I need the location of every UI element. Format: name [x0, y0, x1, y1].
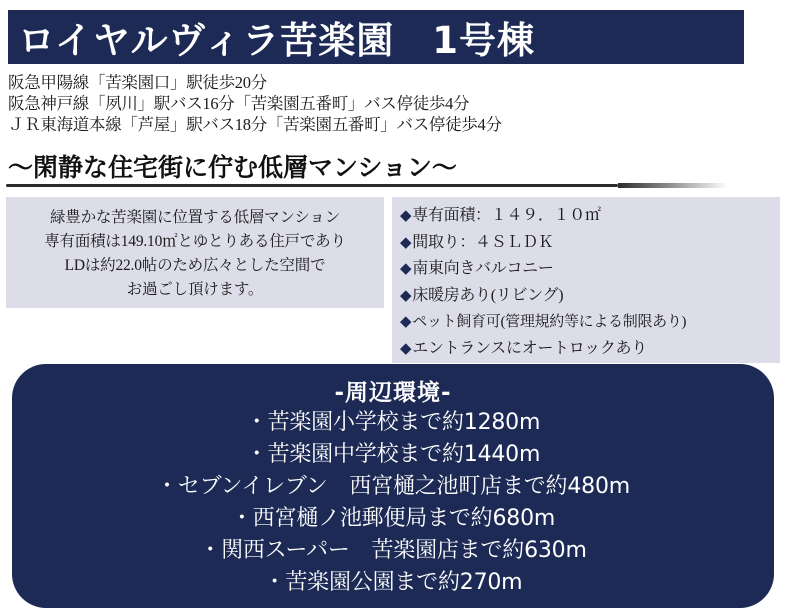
feature-item — [400, 256, 776, 283]
feature-label: 専有面積：１４９．１０㎡ — [412, 207, 601, 224]
access-line: 阪急甲陽線「苦楽園口」駅徒歩20分 — [8, 73, 267, 92]
description-line: 緑豊かな苦楽園に位置する低層マンション — [49, 209, 340, 226]
feature-label: 南東向きバルコニー — [412, 260, 554, 277]
feature-item — [400, 336, 776, 363]
access-info — [8, 72, 778, 135]
feature-item — [400, 230, 776, 257]
catch-copy: 〜閑静な住宅街に佇む低層マンション〜 — [8, 155, 457, 182]
description-box — [6, 197, 384, 308]
surroundings-box — [12, 364, 774, 608]
catch-copy-underline — [6, 184, 618, 187]
surroundings-item: ・西宮樋ノ池郵便局まで約680m — [230, 506, 556, 531]
description-line: お過ごし頂けます。 — [126, 281, 264, 298]
surroundings-title: -周辺環境- — [334, 380, 452, 406]
diamond-icon: ◆ — [400, 287, 412, 304]
access-line: 阪急神戸線「夙川」駅バス16分「苦楽園五番町」バス停徒歩4分 — [8, 94, 470, 113]
page-title: ロイヤルヴィラ苦楽園 1号棟 — [18, 19, 536, 62]
description-line: 専有面積は149.10㎡とゆとりある住戸であり — [44, 233, 346, 250]
surroundings-item: ・苦楽園中学校まで約1440m — [245, 442, 541, 467]
access-line: ＪＲ東海道本線「芦屋」駅バス18分「苦楽園五番町」バス停徒歩4分 — [8, 115, 502, 134]
diamond-icon: ◆ — [400, 261, 412, 277]
diamond-icon: ◆ — [400, 340, 412, 357]
diamond-icon: ◆ — [400, 234, 412, 251]
feature-label: 床暖房あり(リビング) — [412, 286, 564, 304]
feature-label: エントランスにオートロックあり — [412, 339, 647, 357]
diamond-icon: ◆ — [400, 208, 412, 224]
feature-label: 間取り：４ＳＬＤＫ — [412, 233, 554, 251]
surroundings-item: ・苦楽園公園まで約270m — [263, 570, 523, 595]
feature-item — [400, 203, 776, 230]
description-line: LDは約22.0帖のため広々とした空間で — [64, 257, 326, 274]
surroundings-item: ・関西スーパー 苦楽園店まで約630m — [199, 538, 587, 563]
surroundings-item: ・セブンイレブン 西宮樋之池町店まで約480m — [156, 474, 630, 499]
feature-label: ペット飼育可(管理規約等による制限あり) — [412, 314, 687, 330]
surroundings-item: ・苦楽園小学校まで約1280m — [245, 410, 541, 435]
feature-item — [400, 283, 776, 310]
title-banner — [6, 8, 746, 66]
diamond-icon: ◆ — [400, 314, 412, 330]
features-box — [392, 197, 780, 363]
feature-item — [400, 309, 776, 336]
